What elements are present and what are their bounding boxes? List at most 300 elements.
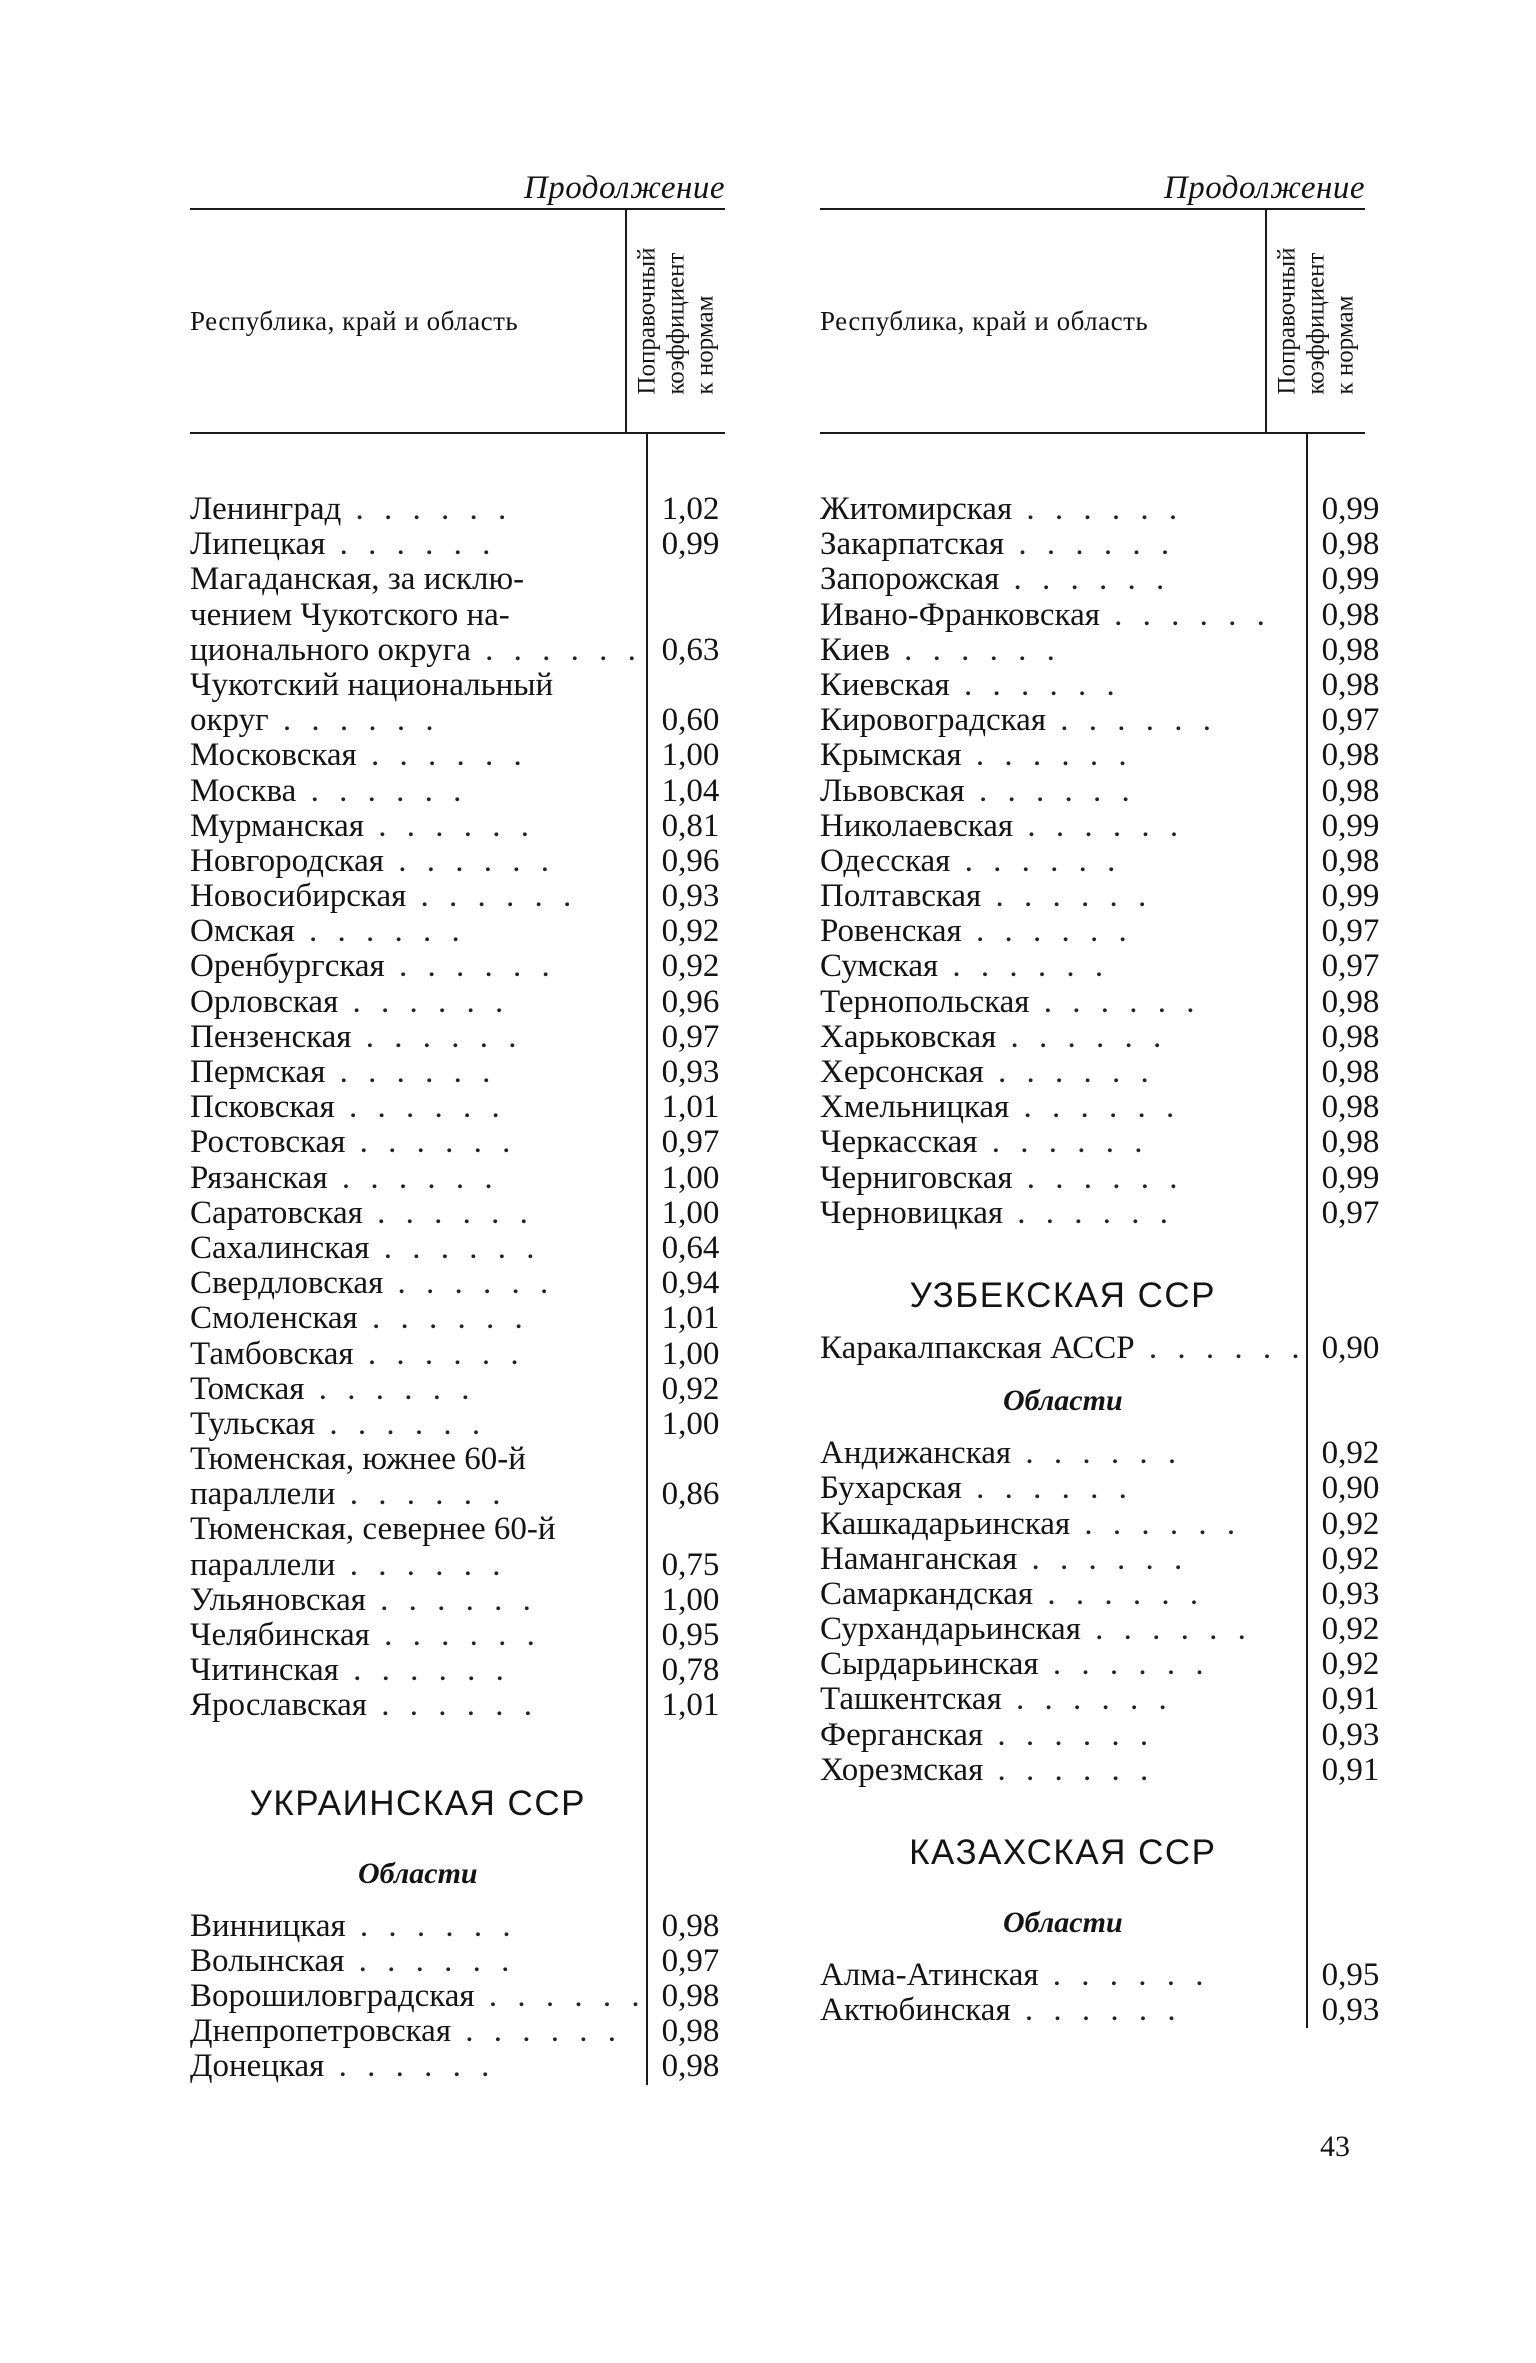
region-name-line [190,2049,646,2084]
region-name: Ленинград [190,492,342,527]
region-name-line [190,1196,646,1231]
region-name-line [190,1055,646,1090]
leader-dots: . . . . . . [451,2014,623,2050]
coefficient-value: 0,99 [1321,1159,1380,1196]
region-name: Хорезмская [820,1752,984,1788]
header-coef-column [1265,210,1365,432]
region-name-line [820,1331,1306,1366]
coefficient-value: 0,92 [1321,1505,1380,1542]
region-name-line [190,633,646,668]
region-name: Липецкая [190,527,326,563]
leader-dots: . . . . . . [344,1943,516,1979]
coefficient-value: 0,95 [1321,1957,1380,1993]
coefficient-value: 0,99 [1321,807,1380,844]
region-name: Николаевская [820,808,1014,844]
coefficient-value: 1,01 [661,1089,720,1126]
leader-dots: . . . . . . [383,843,555,879]
region-name-line [820,527,1306,562]
coefficient-value: 0,91 [1321,1751,1380,1788]
leader-dots: . . . . . . [364,808,535,844]
leader-dots: . . . . . . [369,1230,541,1266]
region-name-line [190,492,646,527]
region-name-line [190,1407,646,1442]
coefficient-value: 0,98 [1321,737,1380,774]
region-name-line [190,1944,646,1979]
leader-dots: . . . . . . [1009,1090,1181,1126]
region-name-line [190,1688,646,1723]
leader-dots: . . . . . . [383,1266,555,1302]
value-spacer [662,1839,725,1909]
leader-dots: . . . . . . [384,949,556,985]
region-name-line [190,1266,646,1301]
region-name: Сумская [820,949,939,985]
leader-dots: . . . . . . [362,1195,534,1231]
region-name: Тульская [190,1406,316,1442]
leader-dots: . . . . . . [335,1547,507,1583]
region-name: Ферганская [820,1717,984,1753]
coefficient-value: 0,97 [1321,913,1380,950]
region-name: Тюменская, севернее 60-й [190,1512,556,1548]
region-name-line [820,985,1306,1020]
coefficient-value: 0,98 [661,1907,720,1944]
coefficient-value: 0,81 [661,807,720,844]
coefficient-value: 0,92 [661,948,720,985]
coefficient-value: 0,97 [661,1018,720,1055]
coefficient-value: 0,95 [661,1617,720,1653]
coefficient-value: 0,93 [661,1054,720,1090]
region-name: Алма-Атинская [820,1958,1039,1993]
coefficient-value: 1,00 [661,1335,720,1372]
region-name: Киев [820,632,890,668]
value-spacer [662,1442,725,1477]
value-spacer [662,1769,725,1839]
header-coef-column [625,210,725,432]
coefficient-value: 0,96 [661,983,720,1020]
region-name-line [190,774,646,809]
region-name-line [190,1909,646,1944]
coefficient-value: 0,99 [661,526,720,563]
region-name: параллели [190,1547,336,1583]
coefficient-value: 0,90 [1321,1470,1380,1507]
region-name: Сурхандарьинская [820,1612,1081,1648]
region-name: Харьковская [820,1019,997,1055]
continuation-label: Продолжение [1163,170,1365,206]
leader-dots: . . . . . . [334,1090,506,1126]
coefficient-value: 0,63 [661,631,720,668]
region-name-line [190,562,646,597]
region-name-line [820,949,1306,984]
region-name-line [820,1471,1306,1506]
region-name: Новгородская [190,843,384,879]
section-title-uzbek-ssr: УЗБЕКСКАЯ ССР [909,1275,1216,1315]
region-name-line [820,879,1306,914]
region-name: Ровенская [820,914,962,950]
region-name: Омская [190,914,295,950]
leader-dots: . . . . . . [1029,984,1201,1020]
region-name-line [820,598,1306,633]
coefficient-value: 0,98 [1321,772,1380,809]
coefficient-value: 0,97 [1321,1194,1380,1231]
vertical-gap [1322,1788,1380,1818]
region-name-line [190,703,646,738]
region-name: чением Чукотского на- [190,597,510,633]
region-name: Пензенская [190,1019,352,1055]
region-name-line [190,949,646,984]
coefficient-value: 0,75 [661,1546,720,1583]
leader-dots: . . . . . . [996,1019,1168,1055]
coefficient-value: 0,98 [1321,666,1380,703]
coefficient-value: 0,98 [1321,1089,1380,1126]
region-name-line [820,1753,1306,1788]
leader-dots: . . . . . . [338,984,510,1020]
region-name-line [190,1301,646,1336]
region-name: Тернопольская [820,984,1030,1020]
region-name: Самаркандская [820,1576,1034,1612]
region-name: Кировоградская [820,703,1047,739]
region-name-line [820,1647,1306,1682]
page-number: 43 [1320,2130,1350,2163]
coefficient-value: 0,94 [661,1265,720,1302]
coefficient-value: 0,91 [1321,1681,1380,1718]
values-column [646,434,725,2085]
header-name-column: Республика, край и область [820,305,1149,336]
header-coef-line: коэффициент [662,252,690,395]
region-name: Бухарская [820,1471,962,1507]
leader-dots: . . . . . . [1080,1612,1252,1648]
vertical-gap [1322,1231,1380,1261]
continuation-label: Продолжение [523,170,725,206]
leader-dots: . . . . . . [983,1717,1155,1753]
region-name: Одесская [820,843,951,879]
coefficient-value: 0,92 [661,913,720,950]
coefficient-value: 0,64 [661,1229,720,1266]
region-name-line [190,879,646,914]
region-name: Ивано-Франковская [820,597,1100,633]
region-name: Андижанская [820,1436,1012,1472]
coefficient-value: 0,98 [661,2048,720,2085]
region-name-line [190,1618,646,1653]
subsection-oblasti: Области [1003,1384,1123,1418]
region-name-line [820,1507,1306,1542]
header-coef-line: к нормам [691,295,719,395]
region-name-line [820,774,1306,809]
region-name: Винницкая [190,1908,346,1944]
leader-dots: . . . . . . [315,1406,487,1442]
coefficient-value: 0,97 [1321,948,1380,985]
value-spacer [662,562,725,597]
value-spacer [1322,1261,1380,1331]
region-name: Тюменская, южнее 60-й [190,1442,526,1478]
leader-dots: . . . . . . [949,667,1121,703]
leader-dots: . . . . . . [1038,1958,1210,1993]
coefficient-value: 0,98 [1321,1054,1380,1090]
coefficient-value: 0,98 [661,1977,720,2014]
leader-dots: . . . . . . [335,1477,507,1513]
coefficient-value: 0,97 [661,1942,720,1979]
leader-dots: . . . . . . [351,1019,523,1055]
region-name-line [190,844,646,879]
region-name: Магаданская, за исклю- [190,562,525,598]
subsection-oblasti: Области [1003,1906,1123,1939]
leader-dots: . . . . . . [341,492,513,527]
region-name-line [820,1161,1306,1196]
leader-dots: . . . . . . [964,773,1136,809]
leader-dots: . . . . . . [304,1371,476,1407]
region-name: Ворошиловградская [190,1978,475,2014]
leader-dots: . . . . . . [1011,1436,1183,1472]
region-name: Мурманская [190,808,364,844]
region-name: Саратовская [190,1195,363,1231]
region-name-line [820,562,1306,597]
region-name: Крымская [820,738,962,774]
coefficient-value: 0,97 [1321,702,1380,739]
coefficient-value: 0,92 [661,1370,720,1407]
region-name: параллели [190,1477,336,1513]
region-name-line [820,1055,1306,1090]
leader-dots: . . . . . . [470,632,642,668]
leader-dots: . . . . . . [889,632,1061,668]
leader-dots: . . . . . . [345,1125,517,1161]
coefficient-value: 0,98 [1321,596,1380,633]
leader-dots: . . . . . . [325,1055,497,1090]
leader-dots: . . . . . . [1033,1576,1205,1612]
leader-dots: . . . . . . [324,2049,496,2085]
leader-dots: . . . . . . [1038,1647,1210,1683]
region-name-line [190,1161,646,1196]
region-name: Орловская [190,984,339,1020]
region-name: Кашкадарьинская [820,1506,1071,1542]
region-name: Сырдарьинская [820,1647,1039,1683]
region-name: Псковская [190,1090,335,1126]
region-name-line [820,1993,1306,2028]
region-name: Пермская [190,1055,326,1090]
region-name: Читинская [190,1653,339,1689]
value-spacer [662,668,725,703]
coefficient-value: 0,92 [1321,1435,1380,1472]
region-name-line [820,668,1306,703]
region-name: Львовская [820,773,965,809]
region-name-line [190,985,646,1020]
vertical-gap [820,1788,1306,1818]
region-name: Челябинская [190,1618,370,1653]
value-spacer [1322,1818,1380,1888]
header-coef-line: коэффициент [1302,252,1330,395]
table-body [190,434,725,2085]
region-name-line [190,527,646,562]
region-name-line [820,703,1306,738]
coefficient-value: 0,92 [1321,1611,1380,1648]
names-column [820,434,1306,2028]
table-header [820,210,1365,434]
region-name: Тамбовская [190,1336,354,1372]
region-name-line [190,1548,646,1583]
region-name-line [820,1196,1306,1231]
region-name-line [820,1577,1306,1612]
subsection-oblasti: Области [357,1856,478,1890]
region-name: Ташкентская [820,1682,1002,1718]
region-name: округ [190,703,269,739]
leader-dots: . . . . . . [1010,1993,1182,2029]
region-name-line [820,844,1306,879]
region-name-line [190,914,646,949]
coefficient-value: 0,92 [1321,1646,1380,1683]
leader-dots: . . . . . . [294,914,466,950]
leader-dots: . . . . . . [983,1752,1155,1788]
region-name-line [190,1020,646,1055]
coefficient-value: 1,00 [661,737,720,774]
coefficient-value: 0,78 [661,1652,720,1689]
region-name: Рязанская [190,1160,328,1196]
region-name: Волынская [190,1943,345,1979]
region-name-line [190,1442,646,1477]
region-name-line [190,668,646,703]
region-name-line [820,1682,1306,1717]
region-name: Новосибирская [190,879,407,915]
leader-dots: . . . . . . [367,1688,538,1724]
leader-dots: . . . . . . [1012,492,1184,527]
leader-dots: . . . . . . [999,562,1171,598]
region-name: Хмельницкая [820,1090,1010,1126]
region-name-line [820,1612,1306,1647]
region-name-line [820,1718,1306,1753]
coefficient-value: 1,02 [661,491,720,527]
section-title-kazakh-ssr: КАЗАХСКАЯ ССР [909,1833,1217,1872]
leader-dots: . . . . . . [950,843,1122,879]
region-name-line [820,1090,1306,1125]
region-name-line [190,1653,646,1688]
coefficient-value: 0,98 [1321,526,1380,563]
region-name-line [190,2014,646,2049]
region-name: Ульяновская [190,1582,366,1618]
leader-dots: . . . . . . [1070,1506,1242,1542]
coefficient-value: 1,00 [661,1581,720,1618]
leader-dots: . . . . . . [1003,1195,1175,1231]
leader-dots: . . . . . . [338,1653,510,1689]
region-name-line [190,1231,646,1266]
leader-dots: . . . . . . [961,738,1133,774]
region-name-line [190,1979,646,2014]
region-name-line [820,1542,1306,1577]
value-spacer [662,598,725,633]
region-name-line [190,598,646,633]
region-name-line [190,1372,646,1407]
values-column [1306,434,1380,2028]
coefficient-value: 0,92 [1321,1540,1380,1577]
coefficient-value: 0,93 [1321,1575,1380,1612]
coefficient-value: 0,98 [661,2013,720,2050]
leader-dots: . . . . . . [938,949,1110,985]
region-name-line [190,1337,646,1372]
region-name-line [820,1020,1306,1055]
coefficient-value: 0,98 [1321,983,1380,1020]
region-name: Томская [190,1371,305,1407]
region-name: Черкасская [820,1125,978,1161]
left-table-column [190,168,725,2085]
table-body [820,434,1380,2029]
coefficient-value: 0,97 [661,1124,720,1161]
region-name: Черновицкая [820,1195,1004,1231]
region-name: Ярославская [190,1688,367,1724]
leader-dots: . . . . . . [474,1978,646,2014]
leader-dots: . . . . . . [327,1160,499,1196]
leader-dots: . . . . . . [981,879,1153,915]
coefficient-value: 0,93 [1321,1992,1380,2029]
leader-dots: . . . . . . [1046,703,1218,739]
region-name: Актюбинская [820,1993,1011,2029]
coefficient-value: 0,98 [1321,631,1380,668]
region-name: Наманганская [820,1541,1018,1577]
header-name-column: Республика, край и область [190,305,519,336]
header-coef-line: Поправочный [1273,247,1301,395]
leader-dots: . . . . . . [1099,597,1271,633]
coefficient-value: 0,98 [1321,1018,1380,1055]
leader-dots: . . . . . . [268,703,440,739]
leader-dots: . . . . . . [365,1582,537,1618]
region-name: Запорожская [820,562,1000,598]
region-name-line [820,809,1306,844]
leader-dots: . . . . . . [1013,808,1185,844]
leader-dots: . . . . . . [353,1336,525,1372]
region-name-line [190,1512,646,1547]
coefficient-value: 0,90 [1321,1329,1380,1366]
coefficient-value: 0,99 [1321,491,1380,527]
leader-dots: . . . . . . [961,914,1133,950]
vertical-gap [820,1231,1306,1261]
coefficient-value: 0,99 [1321,878,1380,915]
leader-dots: . . . . . . [369,1618,541,1653]
region-name-line [820,492,1306,527]
leader-dots: . . . . . . [296,773,468,809]
value-spacer [1322,1888,1380,1958]
coefficient-value: 0,93 [1321,1716,1380,1753]
header-coef-line: Поправочный [633,247,661,395]
region-name-line [190,1125,646,1160]
leader-dots: . . . . . . [1001,1682,1173,1718]
coefficient-value: 0,98 [1321,842,1380,879]
coefficient-value: 0,96 [661,842,720,879]
region-name: Смоленская [190,1301,358,1337]
region-name: Чукотский национальный [190,667,554,703]
vertical-gap [190,1724,646,1769]
region-name: Житомирская [820,492,1013,527]
value-spacer [662,1512,725,1547]
leader-dots: . . . . . . [356,738,528,774]
right-table-column [820,168,1380,2029]
coefficient-value: 0,98 [1321,1124,1380,1161]
region-name-line [190,1583,646,1618]
leader-dots: . . . . . . [357,1301,529,1337]
region-name-line [820,1125,1306,1160]
region-name-line [820,1958,1306,1993]
coefficient-value: 1,01 [661,1300,720,1337]
region-name: ционального округа [190,632,471,668]
coefficient-value: 0,99 [1321,561,1380,598]
coefficient-value: 1,04 [661,772,720,809]
region-name: Сахалинская [190,1230,370,1266]
leader-dots: . . . . . . [345,1908,517,1944]
region-name: Оренбургская [190,949,385,985]
region-name: Москва [190,773,297,809]
leader-dots: . . . . . . [1017,1541,1189,1577]
leader-dots: . . . . . . [1134,1330,1306,1366]
region-name: Ростовская [190,1125,346,1161]
coefficient-value: 1,01 [661,1687,720,1724]
region-name-line [820,1436,1306,1471]
region-name-line [190,1477,646,1512]
table-header [190,210,725,434]
leader-dots: . . . . . . [977,1125,1149,1161]
region-name: Киевская [820,667,950,703]
